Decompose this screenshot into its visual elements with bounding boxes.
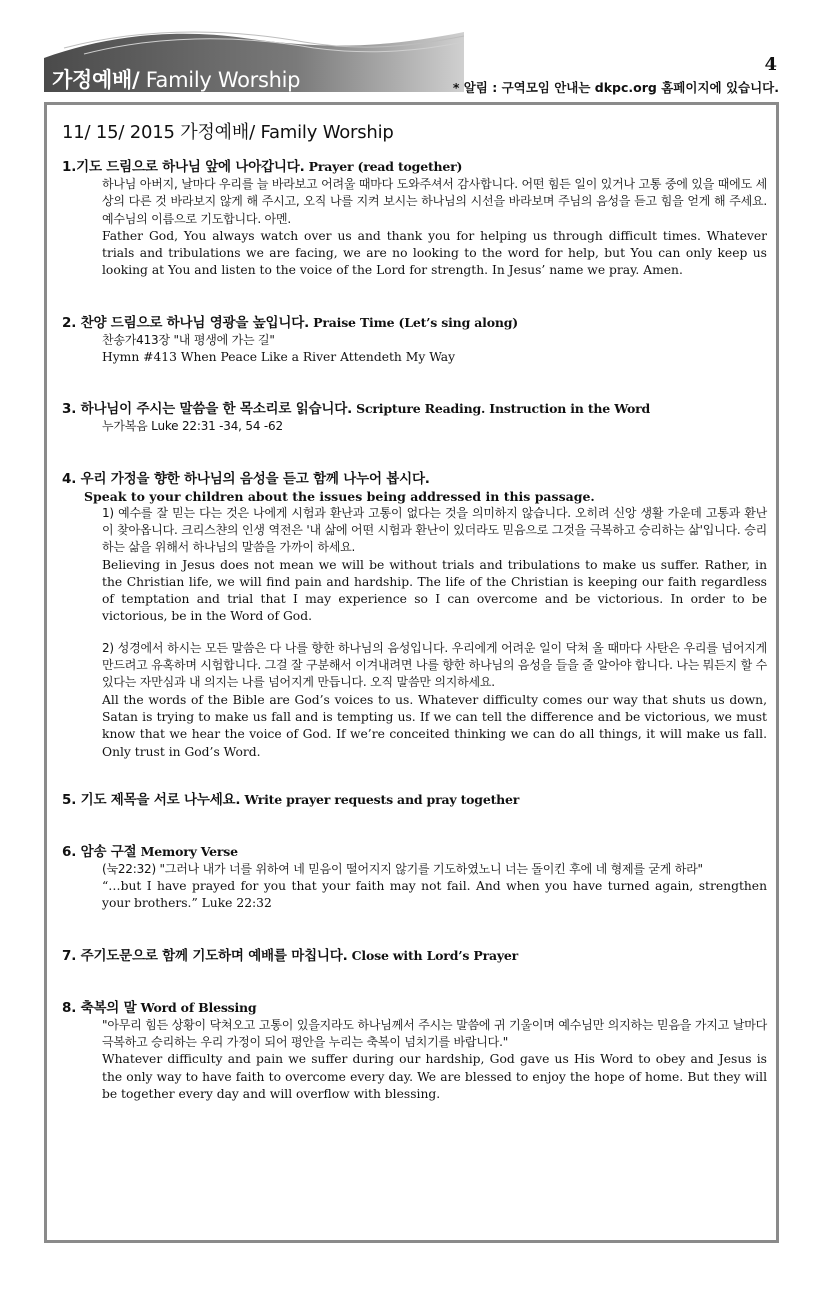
section-prayer-requests (62, 791, 767, 809)
section-heading (62, 400, 767, 418)
section-scripture (62, 400, 767, 435)
heading-korean: 3. 하나님이 주시는 말씀을 한 목소리로 읽습니다. (62, 401, 353, 418)
section-heading (62, 947, 767, 965)
section-subheading: Speak to your children about the issues being addressed in this passage. (84, 488, 595, 504)
memory-verse-korean: (눅22:32) "그러나 내가 너를 위하여 네 믿음이 떨어지지 않기를 기도하였노니 너는 돌이킨 후에 네 형제를 굳게 하라" (102, 861, 703, 876)
section-memory-verse (62, 843, 767, 913)
heading-english: Prayer (read together) (304, 159, 463, 174)
header-title-korean: 가정예배/ (52, 68, 140, 92)
section-discussion (62, 470, 767, 761)
section-praise (62, 314, 767, 367)
heading-english: Word of Blessing (136, 999, 257, 1015)
discussion-point-1-english: Believing in Jesus does not mean we will be without trials and tribulations to make us suffer. Rather, in the Christian life, we will find pain and hardship. The life of the Christian is keeping our faith regardless of temptation and trial that I may experience so I can overcome and be victorious. In order to be victorious, be in the Word of God. (102, 557, 767, 624)
prayer-english: Father God, You always watch over us and thank you for helping us through difficult times. Whatever trials and tribulations we are facing, we are no looking to the word for help, but You can only keep us looking at You and listen to the voice of the Lord for strength. In Jesus’ name we pray. Amen. (102, 228, 767, 278)
section-prayer (62, 158, 767, 280)
section-heading (62, 314, 767, 332)
heading-english: Close with Lord’s Prayer (347, 947, 519, 963)
page-title: 11/ 15/ 2015 가정예배/ Family Worship (62, 122, 394, 143)
memory-verse-english: “…but I have prayed for you that your faith may not fail. And when you have turned again, strengthen your brothers.” Luke 22:32 (102, 879, 767, 911)
section-blessing (62, 999, 767, 1103)
section-heading (62, 791, 767, 809)
heading-korean: 2. 찬양 드림으로 하나님 영광을 높입니다. (62, 314, 310, 331)
section-closing (62, 947, 767, 965)
heading-english: Memory Verse (136, 843, 238, 859)
heading-english: Praise Time (Let’s sing along) (309, 314, 518, 330)
discussion-point-2-english: All the words of the Bible are God’s voices to us. Whatever difficulty comes our way that shuts us down, Satan is trying to make us fall and is tempting us. If we can tell the difference and be victorious, we must know that we hear the voice of God. If we’re conceited thinking we can do all things, it will make us fall. Only trust in God’s Word. (102, 692, 767, 759)
hymn-english: Hymn #413 When Peace Like a River Attendeth My Way (102, 350, 456, 365)
blessing-english: Whatever difficulty and pain we suffer during our hardship, God gave us His Word to obey and Jesus is the only way to have faith to overcome every day. We are blessed to enjoy the hope of home. But they will be together every day and will overflow with blessing. (102, 1052, 767, 1101)
heading-english: Write prayer requests and pray together (240, 791, 520, 807)
section-heading (62, 158, 767, 176)
section-heading (62, 999, 767, 1017)
heading-korean: 5. 기도 제목을 서로 나누세요. (62, 791, 241, 808)
heading-english: Scripture Reading. Instruction in the Word (352, 401, 651, 417)
header-title (52, 64, 300, 94)
heading-korean: 6. 암송 구절 (62, 843, 137, 860)
header-title-english: Family Worship (139, 68, 301, 92)
section-heading: 4. 우리 가정을 향한 하나님의 음성을 듣고 함께 나누어 봅시다. (62, 470, 430, 487)
heading-korean: 1.기도 드림으로 하나님 앞에 나아갑니다. (62, 159, 305, 175)
scripture-reference: 누가복음 Luke 22:31 -34, 54 -62 (102, 419, 283, 434)
discussion-point-2-korean: 2) 성경에서 하시는 모든 말씀은 다 나를 향한 하나님의 음성입니다. 우리에게 어려운 일이 닥쳐 올 때마다 사탄은 우리를 넘어지게 만드려고 유혹하며 시험합니다. 그걸 잘 구분해서 이겨내려면 나를 향한 하나님의 음성을 들을 줄 알아야 합니다. 나는 뭐든지 할 수 있다는 자만심과 내 의지는 나를 넘어지게 만듭니다. 오직 말씀만 의지하세요. (102, 640, 767, 690)
worship-guide (62, 118, 767, 1103)
blessing-korean: "아무리 힘든 상황이 닥쳐오고 고통이 있을지라도 하나님께서 주시는 말씀에 귀 기울이며 예수님만 의지하는 믿음을 가지고 날마다 극복하고 승리하는 우리 가정이 되어 평안을 누리는 축복이 넘치기를 바랍니다." (102, 1017, 767, 1050)
hymn-korean: 찬송가413장 "내 평생에 가는 길" (102, 332, 275, 347)
website-notice: * 알림 : 구역모임 안내는 dkpc.org 홈페이지에 있습니다. (452, 80, 779, 95)
page-number: 4 (764, 54, 777, 75)
heading-korean: 8. 축복의 말 (62, 999, 137, 1016)
page-header (0, 0, 825, 100)
heading-korean: 7. 주기도문으로 함께 기도하며 예배를 마칩니다. (62, 947, 348, 964)
section-heading (62, 843, 767, 861)
prayer-korean: 하나님 아버지, 날마다 우리를 늘 바라보고 어려울 때마다 도와주셔서 감사합니다. 어떤 힘든 일이 있거나 고통 중에 있을 때에도 세상의 다른 것 바라보지 않게 해 주시고, 오직 나를 지켜 보시는 하나님의 시선을 바라보며 주님의 음성을 듣고 힘을 얻게 해 주세요. 예수님의 이름으로 기도합니다. 아멘. (102, 177, 767, 226)
discussion-point-1-korean: 1) 예수를 잘 믿는 다는 것은 나에게 시험과 환난과 고통이 없다는 것을 의미하지 않습니다. 오히려 신앙 생활 가운데 고통과 환난이 찾아옵니다. 크리스챤의 인생 역전은 '내 삶에 어떤 시험과 환난이 있더라도 믿음으로 그것을 극복하고 승리하는 삶'입니다. 승리하는 삶을 위해서 하나님의 말씀을 가까이 하세요. (102, 505, 767, 555)
